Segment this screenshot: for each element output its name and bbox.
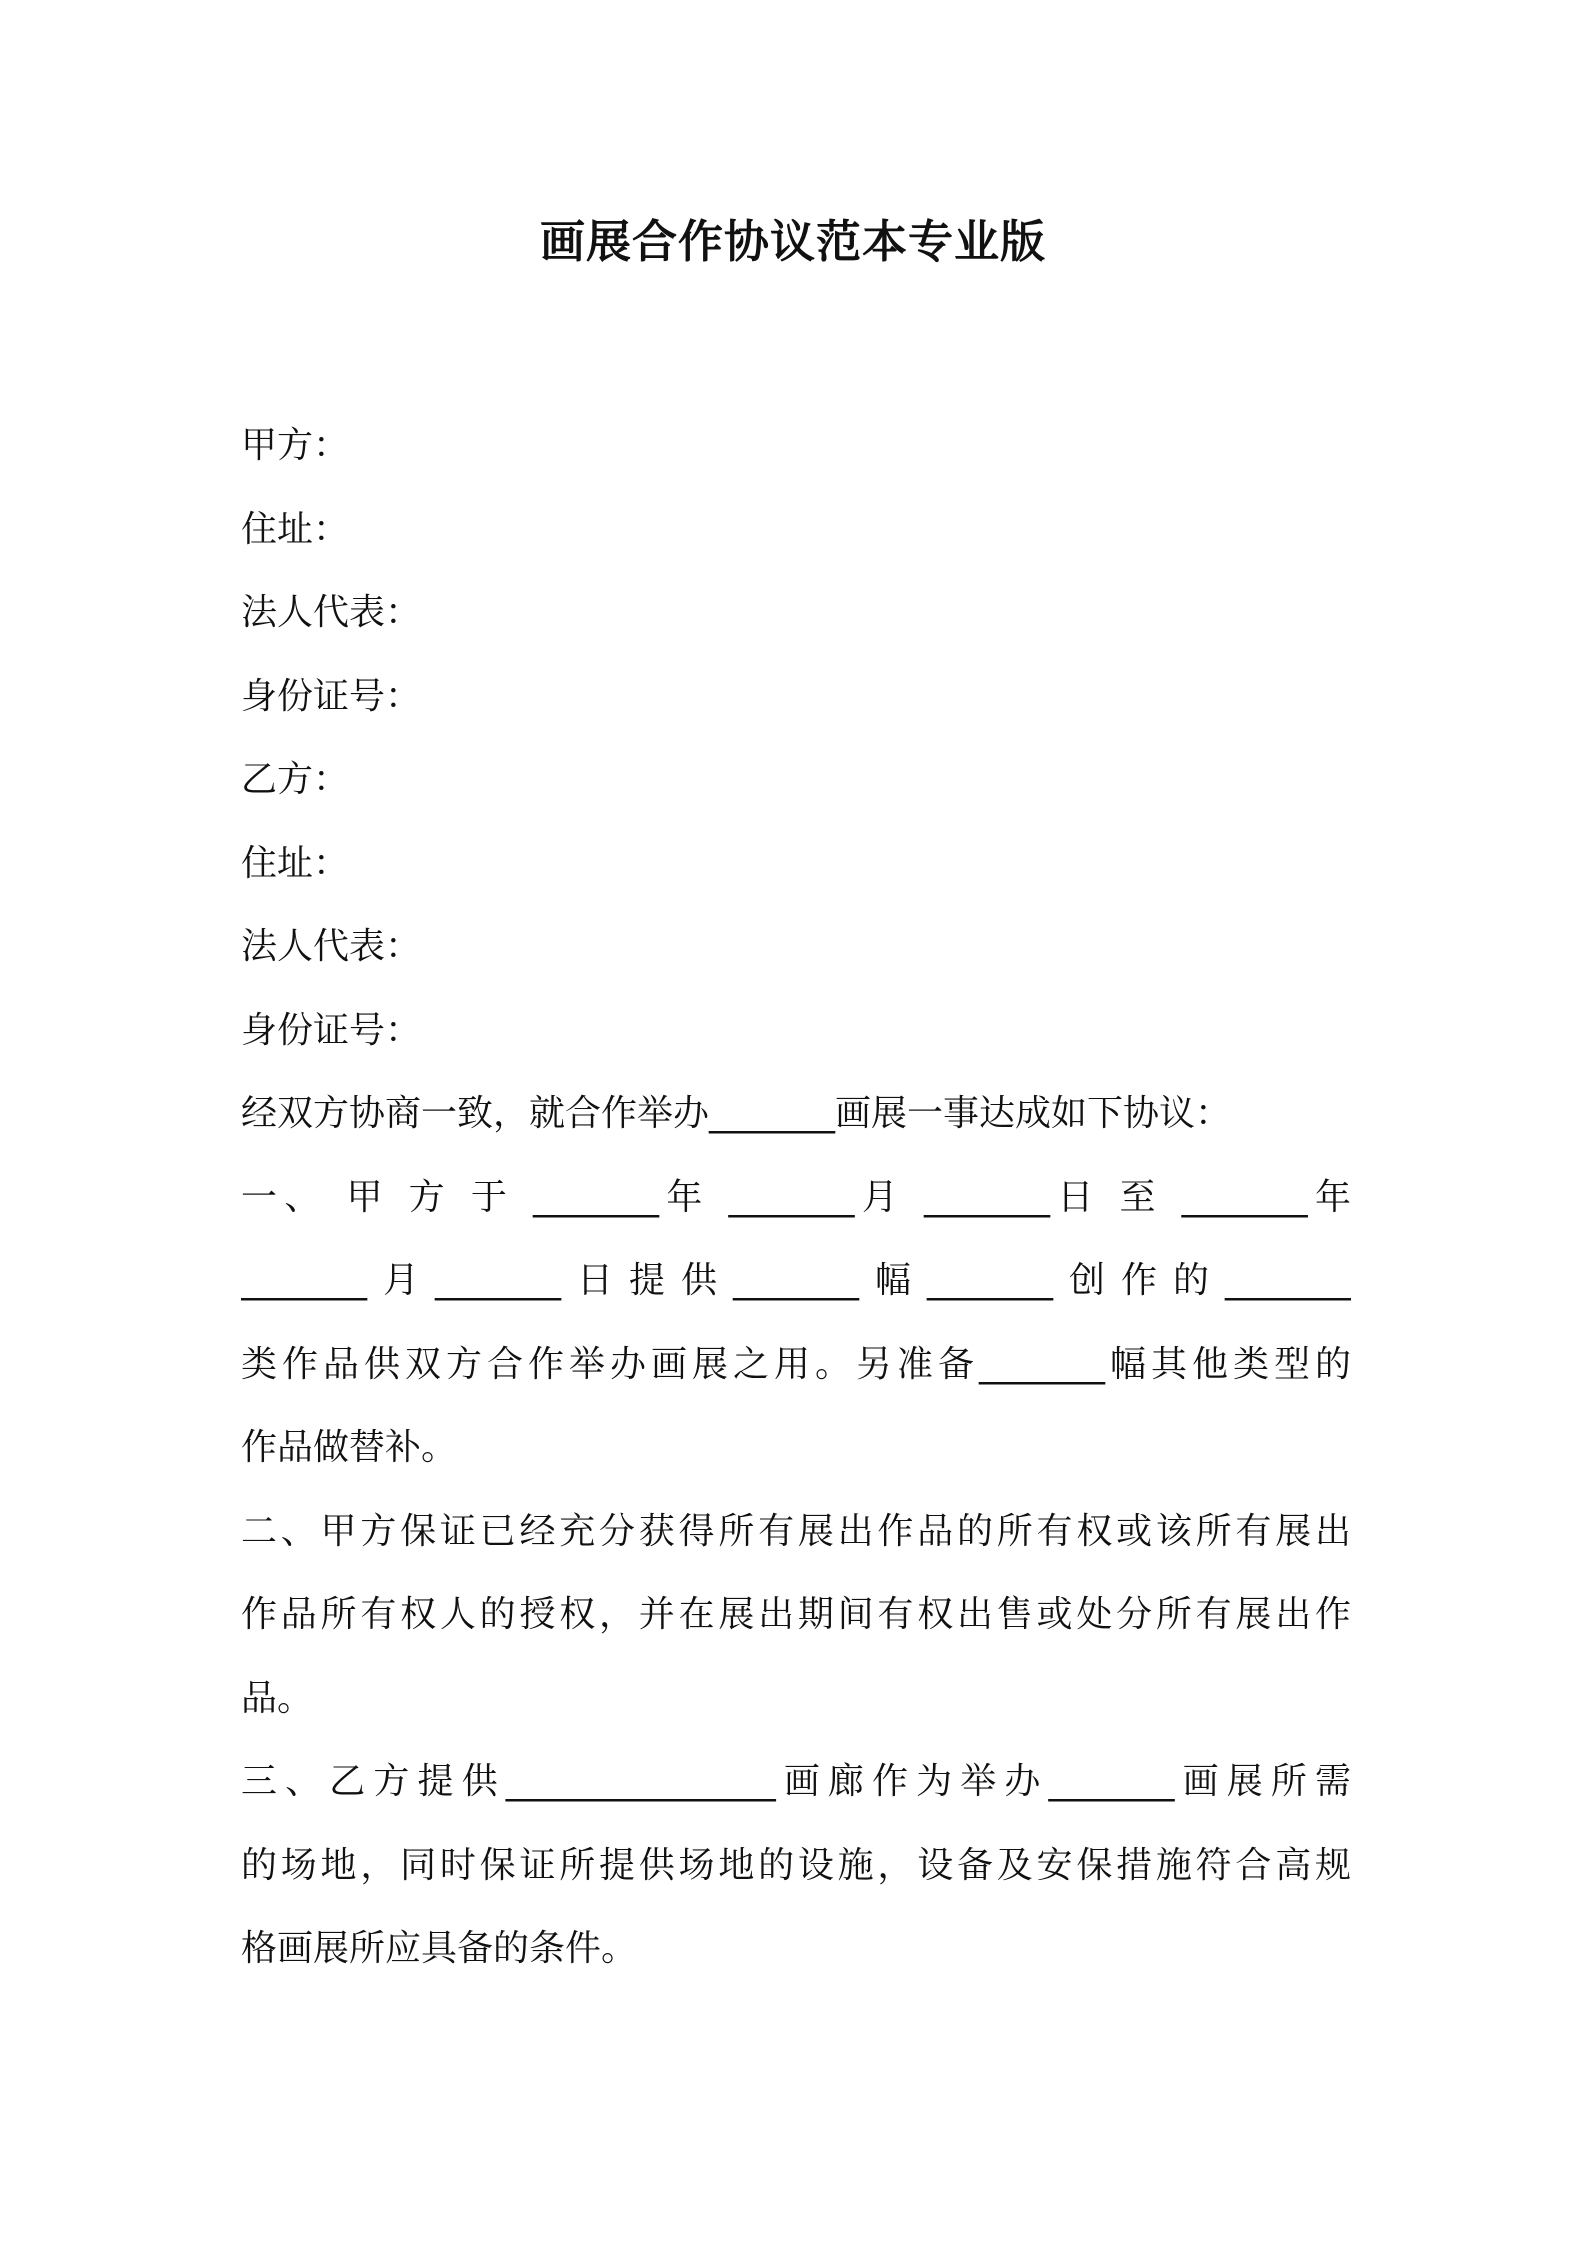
clause-1-line-1: 一、 甲 方 于 _______年 _______月 _______日 至 _______年: [241, 1176, 1351, 1218]
party-a-legal-rep-label: 法人代表：: [241, 592, 422, 633]
clause-2-line-3: 品。: [241, 1677, 314, 1719]
document-title: 画展合作协议范本专业版: [539, 215, 1046, 268]
clause-3-line-3: 格画展所应具备的条件。: [241, 1928, 638, 1969]
clause-1-line-4: 作品做替补。: [241, 1427, 458, 1468]
party-b-label: 乙方：: [241, 759, 350, 800]
clause-2-line-2: 作品所有权人的授权，并在展出期间有权出售或处分所有展出作: [241, 1594, 1351, 1635]
clause-1-line-2: _______月_______日提供_______幅_______创作的_______: [241, 1260, 1351, 1301]
clause-3-line-2: 的场地，同时保证所提供场地的设施，设备及安保措施符合高规: [241, 1844, 1351, 1886]
party-a-label: 甲方：: [241, 425, 350, 466]
party-b-address-label: 住址：: [241, 842, 350, 884]
agreement-intro: 经双方协商一致，就合作举办_______画展一事达成如下协议：: [241, 1093, 1232, 1134]
clause-2-line-1: 二、甲方保证已经充分获得所有展出作品的所有权或该所有展出: [241, 1510, 1351, 1552]
party-b-legal-rep-label: 法人代表：: [241, 926, 422, 967]
clause-1-line-3: 类作品供双方合作举办画展之用。另准备_______幅其他类型的: [241, 1343, 1351, 1385]
document-body: [241, 404, 1351, 1991]
party-a-id-label: 身份证号：: [241, 675, 422, 717]
clause-3-line-1: 三、乙方提供_______________画廊作为举办_______画展所需: [241, 1761, 1351, 1802]
party-b-id-label: 身份证号：: [241, 1009, 422, 1051]
party-a-address-label: 住址：: [241, 508, 350, 550]
